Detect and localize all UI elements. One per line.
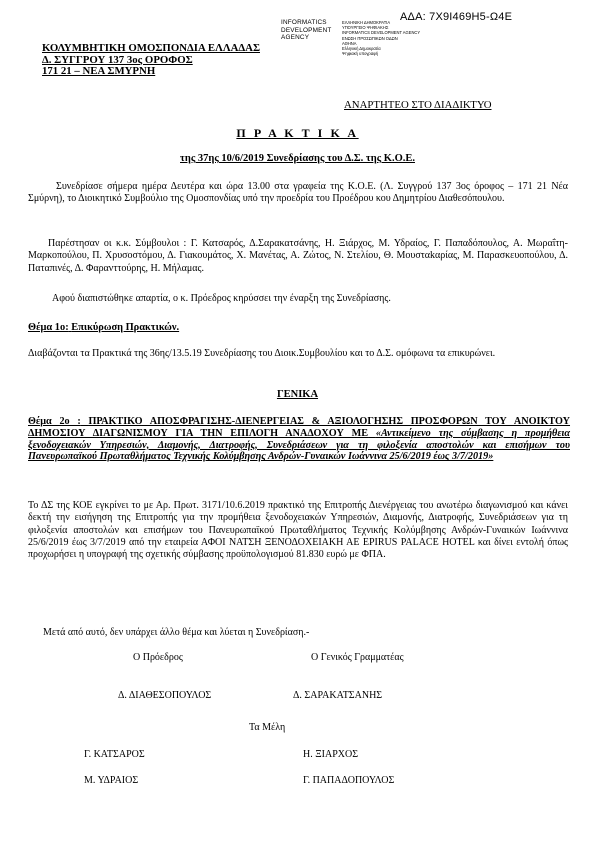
member-signature: Γ. ΠΑΠΑΔΟΠΟΥΛΟΣ: [303, 775, 395, 786]
post-online-notice: ΑΝΑΡΤΗΤΕΟ ΣΤΟ ΔΙΑΔΙΚΤΥΟ: [344, 99, 492, 111]
closing-paragraph: Μετά από αυτό, δεν υπάρχει άλλο θέμα και λύεται η Συνεδρίαση.-: [43, 627, 310, 638]
digital-signature-text: ΕΛΛΗΝΙΚΗ ΔΗΜΟΚΡΑΤΙΑ ΥΠΟΥΡΓΕΙΟ ΨΗΦΙΑΚΗΣ INFORMATICS DEVELOPMENT AGENCY ΕΝΩΣΗ ΠΡΟΣΩΠΙΚΩΝ ΟΔΩΝ ΑΘΗΝΑ Ελληνική Δημοκρατία Ψηφιακή υπογραφή: [342, 20, 421, 57]
topic-2-italic-text: «Αντικείμενο της σύμβασης η προμήθεια ξενοδοχειακών Υπηρεσιών, Διαμονής, Διατροφής, Συνεδριάσεων για τη φιλοξενία αποστολών και επισήμων του Πανευρωπαϊκού Πρωταθλήματος Τεχνικής Κολύμβησης Ανδρών-Γυναικών Ιωάννινα 25/6/2019 έως 3/7/2019»: [28, 427, 570, 463]
topic-1-text: Επικύρωση Πρακτικών.: [71, 322, 180, 333]
secretary-title: Ο Γενικός Γραμματέας: [311, 652, 404, 663]
org-street: Δ. ΣΥΓΓΡΟΥ 137 3ος ΟΡΟΦΟΣ: [42, 53, 193, 66]
topic-2-paragraph: Το ΔΣ της ΚΟΕ εγκρίνει το με Αρ. Πρωτ. 3171/10.6.2019 πρακτικό της Επιτροπής Διενέργειας του ανωτέρω διαγωνισμού και κάνει δεκτή την εισήγηση της Επιτροπής για την προμήθεια ξενοδοχειακών Υπηρεσιών, Διαμονής, Διατροφής, Συνεδριάσεων για τη φιλοξενία αποστολών και επισήμων του Πανευρωπαϊκού Πρωταθλήματος Τεχνικής Κολύμβησης Ανδρών-Γυναικών Ιωάννινα 25/6/2019 έως 3/7/2019 από την εταιρεία ΑΦΟΙ ΝΑΤΣΗ ΞΕΝΟΔΟΧΕΙΑΚΗ ΑΕ EPIRUS PALACE HOTEL και δίνει εντολή όπως προχωρήσει η υπογραφή της σχετικής σύμβασης προϋπολογισμού 81.830 ευρώ με ΦΠΑ.: [28, 500, 568, 561]
quorum-paragraph: Αφού διαπιστώθηκε απαρτία, ο κ. Πρόεδρος κηρύσσει την έναρξη της Συνεδρίασης.: [52, 293, 391, 304]
ada-code: ΑΔΑ: 7Χ9Ι469Η5-Ω4Ε: [400, 11, 513, 23]
topic-1-paragraph: Διαβάζονται τα Πρακτικά της 36ης/13.5.19 Συνεδρίασης του Διοικ.Συμβουλίου και το Δ.Σ. ομόφωνα τα επικυρώνει.: [28, 348, 496, 359]
informatics-development-agency-logo: [281, 19, 451, 57]
president-title: Ο Πρόεδρος: [133, 652, 183, 663]
topic-2-text: ΠΡΑΚΤΙΚΟ ΑΠΟΣΦΡΑΓΙΣΗΣ-ΔΙΕΝΕΡΓΕΙΑΣ & ΑΞΙΟΛΟΓΗΣΗΣ ΠΡΟΣΦΟΡΩΝ ΤΟΥ ΑΝΟΙΚΤΟΥ ΔΗΜΟΣΙΟΥ ΔΙΑΓΩΝΙΣΜΟΥ ΓΙΑ ΤΗΝ ΕΠΙΛΟΓΗ ΑΝΑΔΟΧΟΥ ΜΕ: [28, 416, 571, 439]
logo-wordmark: INFORMATICS DEVELOPMENT AGENCY: [281, 19, 332, 42]
president-name: Δ. ΔΙΑΘΕΣΟΠΟΥΛΟΣ: [118, 690, 212, 701]
org-city: 171 21 – ΝΕΑ ΣΜΥΡΝΗ: [42, 65, 156, 77]
member-signature: Μ. ΥΔΡΑΙΟΣ: [84, 775, 139, 786]
topic-1-label: Θέμα 1ο:: [28, 322, 69, 333]
document-title: Π Ρ Α Κ Τ Ι Κ Α: [236, 126, 359, 140]
organization-address: [42, 43, 260, 78]
topic-2-label: Θέμα 2ο :: [28, 416, 81, 427]
org-name: ΚΟΛΥΜΒΗΤΙΚΗ ΟΜΟΣΠΟΝΔΙΑ ΕΛΛΑΔΑΣ: [42, 42, 260, 54]
attendees-paragraph: Παρέστησαν οι κ.κ. Σύμβουλοι : Γ. Κατσαρός, Δ.Σαρακατσάνης, Η. Ξιάρχος, Μ. Υδραίος, Γ. Παπαδόπουλος, Α. Μωραΐτη-Μαρκοπούλου, Π. Χρυσοστόμου, Δ. Γιακουμάτος, Χ. Μανέτας, Α. Ζώτος, Ν. Στελίου, Θ. Μουσταkαρίας, Μ. Παρασκευοπούλου, Δ. Παταπινές, Δ. Φαρανττούρης, Η. Μήλαμας.: [28, 238, 568, 274]
member-signature: Η. ΞΙΑΡΧΟΣ: [303, 749, 359, 760]
members-title: Τα Μέλη: [249, 722, 286, 733]
topic-2-heading: [28, 416, 570, 463]
meeting-subtitle: της 37ης 10/6/2019 Συνεδρίασης του Δ.Σ. της Κ.Ο.Ε.: [180, 153, 415, 164]
secretary-name: Δ. ΣΑΡΑΚΑΤΣΑΝΗΣ: [293, 690, 383, 701]
topic-1-heading: [28, 322, 179, 333]
general-heading: ΓΕΝΙΚΑ: [276, 389, 319, 400]
meeting-paragraph: Συνεδρίασε σήμερα ημέρα Δευτέρα και ώρα 13.00 στα γραφεία της Κ.Ο.Ε. (Λ. Συγγρού 137 3ος όροφος – 171 21 Νέα Σμύρνη), το Διοικητικό Συμβούλιο της Ομοσπονδίας υπό την προεδρία του Προέδρου κου Δημητρίου Διαθεσόπουλου.: [28, 181, 568, 205]
member-signature: Γ. ΚΑΤΣΑΡΟΣ: [84, 749, 145, 760]
